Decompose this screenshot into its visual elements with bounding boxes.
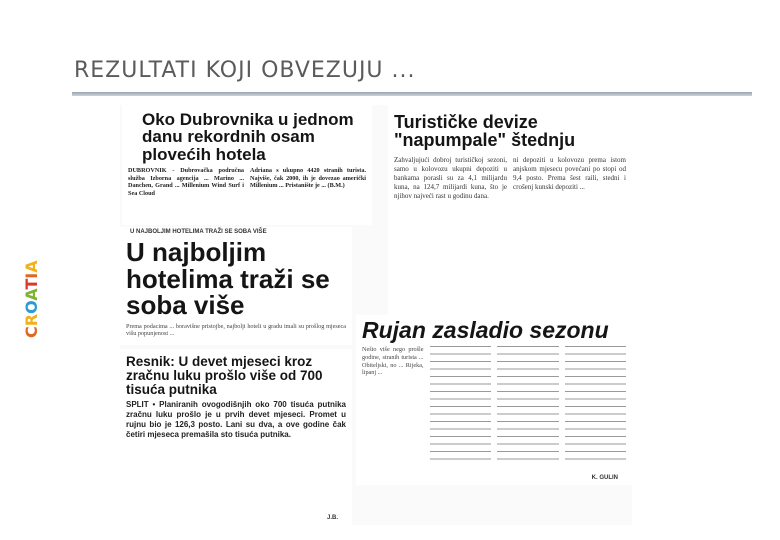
- clipping-rujan: [356, 315, 632, 485]
- dubrovnik-headline: Oko Dubrovnika u jednom danu rekordnih osam plovećih hotela: [142, 110, 354, 164]
- resnik-byline: J.B.: [326, 515, 338, 521]
- slide-title: REZULTATI KOJI OBVEZUJU ...: [74, 58, 416, 83]
- rujan-column-3: [497, 346, 559, 461]
- title-underline: [72, 92, 752, 96]
- clipping-resnik: [120, 349, 352, 525]
- rujan-column-4: [565, 346, 627, 461]
- rujan-byline: K. GULIN: [591, 475, 618, 481]
- dubrovnik-lead-right: Adriana s ukupno 4420 stranih turista. Najviše, čak 2000, ih je dovezao američki Millenium ... Pristanište je ... (B.M.): [250, 166, 366, 190]
- resnik-headline: Resnik: U devet mjeseci kroz zračnu luku prošlo više od 700 tisuća putnika: [126, 354, 323, 397]
- rujan-body: Nešto više nego prošle godine, stranih turista ... Obiteljski, no ... Rijeka, lipanj ...: [362, 346, 424, 377]
- hoteli-headline: U najboljim hotelima traži se soba više: [126, 237, 330, 321]
- croatia-logo-word: CROATIA: [22, 260, 41, 338]
- clipping-devize: [388, 105, 632, 315]
- hoteli-body: Prema podacima ... boravišne pristojbe, najbolji hoteli u gradu imali su prošlog mjeseca višu popunjenost ...: [126, 322, 346, 338]
- clipping-hoteli: [120, 227, 352, 345]
- dubrovnik-lead-left: DUBROVNIK - Dubrovačka područna služba Izborna agencija ... Marino ... Danchen, Grand ... Millenium Wind Surf i Sea Cloud: [128, 166, 244, 197]
- rujan-headline: Rujan zasladio sezonu: [362, 317, 609, 343]
- newspaper-collage: [120, 105, 632, 525]
- clipping-dubrovnik: [122, 105, 372, 225]
- devize-body-left: Zahvaljujući dobroj turističkoj sezoni, samo u kolovozu ukupni depoziti u bankama porasli su za 4,1 milijardu kuna, na 124,7 milijardi kuna, što je njihov najveći rast u godinu dana.: [394, 155, 507, 200]
- rujan-column-2: [430, 346, 492, 461]
- devize-headline: Turističke devize "napumpale" štednju: [394, 112, 576, 151]
- croatia-logo: [22, 228, 48, 338]
- hoteli-kicker: U NAJBOLJIM HOTELIMA TRAŽI SE SOBA VIŠE: [130, 229, 267, 235]
- resnik-body: SPLIT • Planiranih ovogodišnjih oko 700 tisuća putnika zračnu luku prošlo je u prvih devet mjeseci. Promet u rujnu bio je 126,3 posto. Lani su dva, a ove godine čak četiri mjeseca premašila sto tisuća putnika.: [126, 400, 346, 440]
- devize-body-right: ni depoziti u kolovozu prema istom anjskom mjesecu povećani po stopi od 9,4 posto. Prema šest raili, stedni i crošenj kunski depoziti ...: [513, 155, 626, 191]
